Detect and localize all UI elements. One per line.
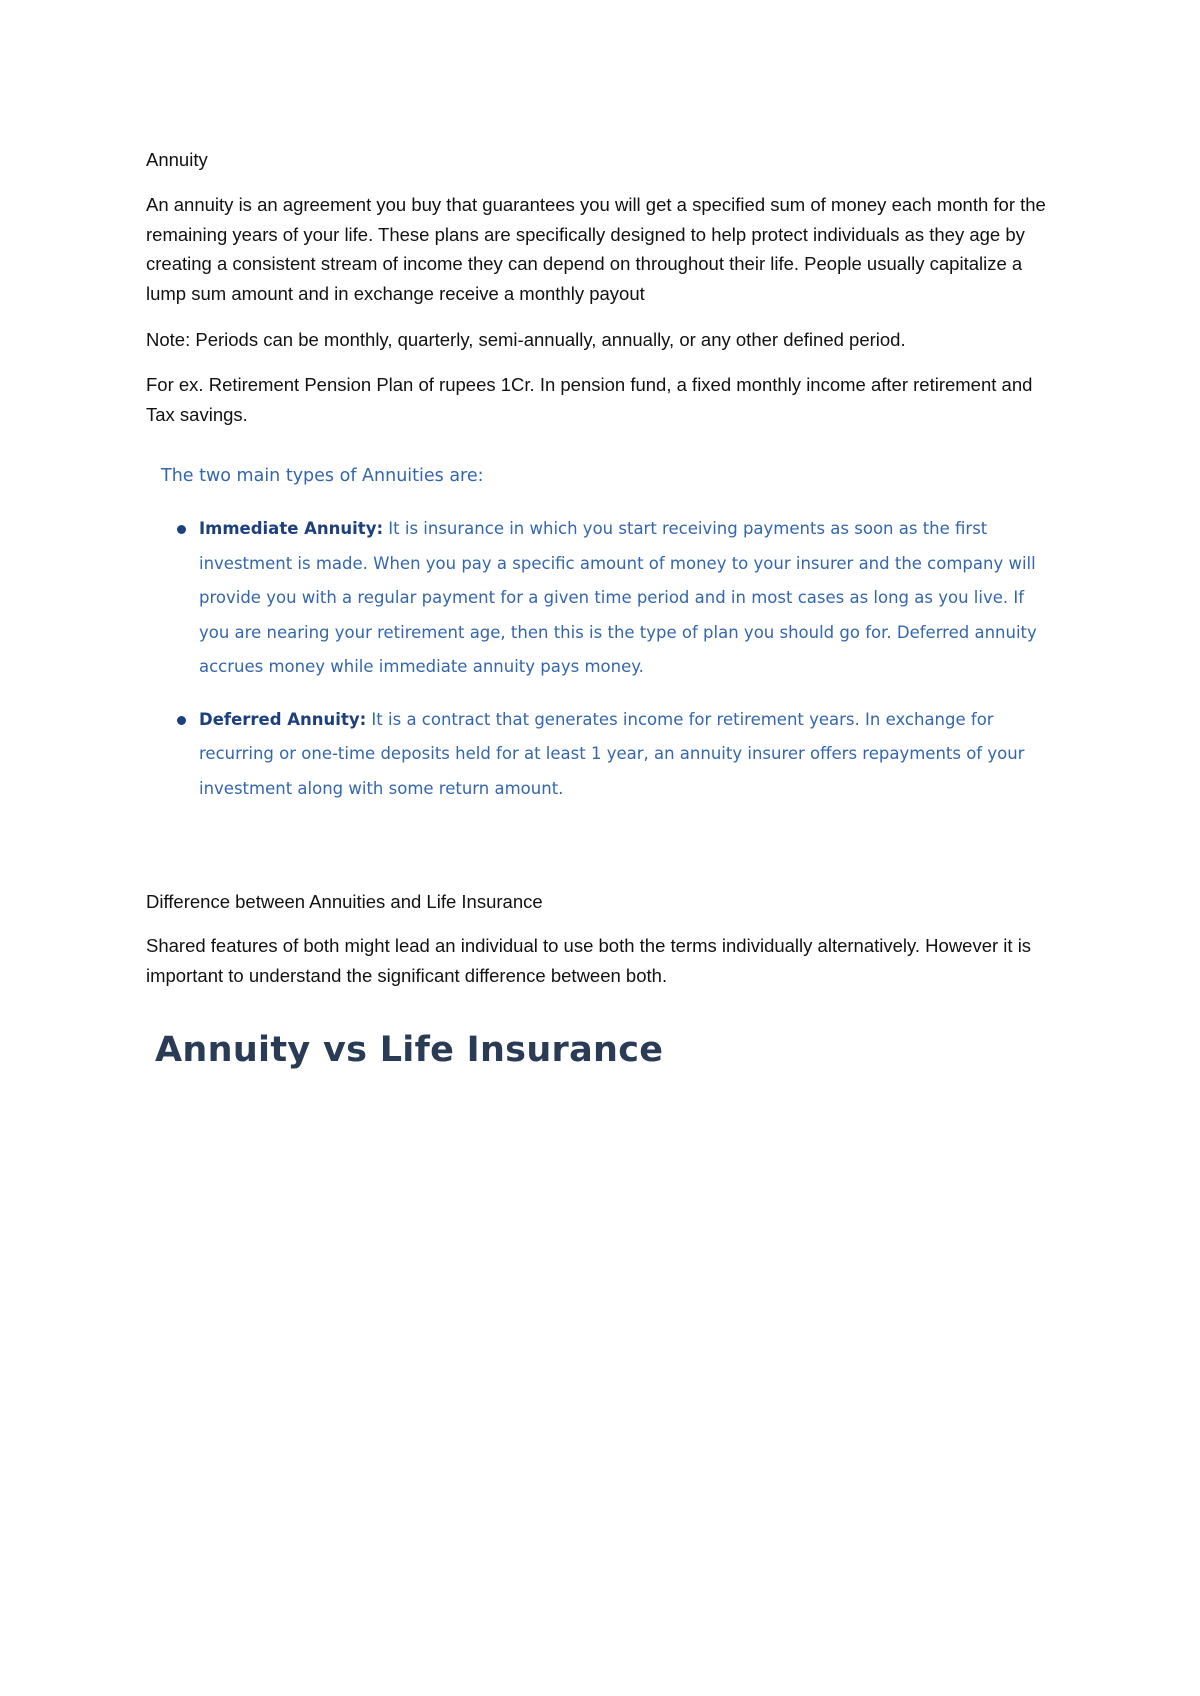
bullet-icon — [177, 716, 186, 725]
type-description: It is a contract that generates income for retirement years. In exchange for recurring or one-time deposits held for at least 1 year, an annuity insurer offers repayments of your investment along with some return amount. — [199, 709, 1025, 798]
example-paragraph: For ex. Retirement Pension Plan of rupees 1Cr. In pension fund, a fixed monthly income after retirement and Tax savings. — [146, 374, 1033, 425]
annuity-heading: Annuity — [146, 149, 208, 170]
list-item-deferred-annuity — [146, 703, 1046, 799]
annuity-types-image — [146, 448, 1046, 798]
difference-heading: Difference between Annuities and Life Insurance — [146, 891, 543, 912]
periods-note-paragraph: Note: Periods can be monthly, quarterly, semi-annually, annually, or any other defined period. — [146, 329, 906, 350]
shared-features-paragraph: Shared features of both might lead an individual to use both the terms individually alternatively. However it is important to understand the significant difference between both. — [146, 935, 1032, 986]
bullet-icon — [177, 525, 186, 534]
annuity-intro-paragraph: An annuity is an agreement you buy that guarantees you will get a specified sum of money each month for the remaining years of your life. These plans are specifically designed to help protect individuals as they age by creating a consistent stream of income they can depend on throughout their life. People usually capitalize a lump sum amount and in exchange receive a monthly payout — [146, 194, 1046, 304]
comparison-title: Annuity vs Life Insurance — [155, 1030, 664, 1070]
types-intro-text: The two main types of Annuities are: — [161, 466, 484, 486]
type-term: Immediate Annuity: — [199, 519, 384, 538]
list-item-immediate-annuity — [146, 512, 1046, 685]
annuity-types-list — [146, 512, 1046, 798]
type-term: Deferred Annuity: — [199, 709, 367, 729]
type-description: It is insurance in which you start receiving payments as soon as the first investment is made. When you pay a specific amount of money to your insurer and the company will provide you with a regular payment for a given time period and in most cases as long as you live. If you are nearing your retirement age, then this is the type of plan you should go for. Deferred annuity accrues money while immediate annuity pays money. — [199, 519, 1037, 676]
